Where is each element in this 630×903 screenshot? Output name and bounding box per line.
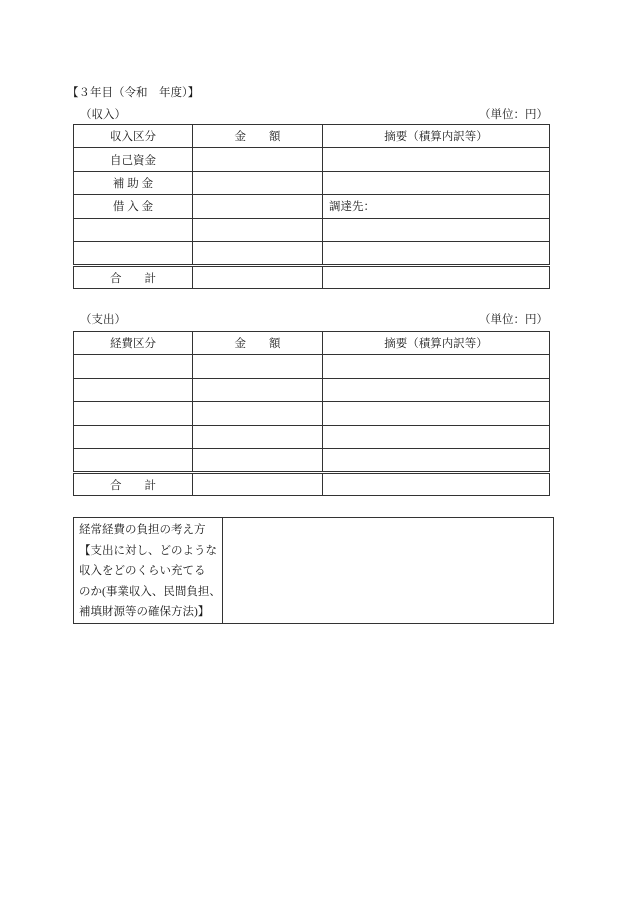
income-category-cell: 自己資金 xyxy=(74,148,193,171)
expense-category-cell xyxy=(74,425,193,448)
summary-cell xyxy=(323,425,550,448)
expense-table xyxy=(73,331,550,496)
summary-cell xyxy=(323,148,550,171)
column-header-amount: 金 額 xyxy=(193,125,323,148)
amount-cell xyxy=(193,378,323,401)
summary-cell xyxy=(323,448,550,472)
summary-cell xyxy=(323,218,550,241)
summary-cell xyxy=(323,402,550,425)
expense-category-cell xyxy=(74,355,193,378)
column-header-amount: 金 額 xyxy=(193,332,323,355)
burden-question-cell xyxy=(74,518,223,624)
table-row xyxy=(74,218,550,241)
total-row xyxy=(74,266,550,289)
amount-cell xyxy=(193,148,323,171)
income-category-cell xyxy=(74,241,193,265)
page-title: 【３年目（令和 年度）】 xyxy=(67,87,200,99)
income-category-cell: 借 入 金 xyxy=(74,195,193,218)
expense-section-label: （支出） xyxy=(80,314,126,326)
expense-category-cell xyxy=(74,402,193,425)
total-label: 合 計 xyxy=(74,266,193,289)
summary-cell xyxy=(323,171,550,194)
income-category-cell xyxy=(74,218,193,241)
table-row xyxy=(74,195,550,218)
total-amount-cell xyxy=(193,266,323,289)
amount-cell xyxy=(193,195,323,218)
table-row xyxy=(74,171,550,194)
summary-cell xyxy=(323,241,550,265)
amount-cell xyxy=(193,241,323,265)
income-section-label: （収入） xyxy=(80,109,126,121)
table-row xyxy=(74,148,550,171)
table-row xyxy=(74,518,554,624)
total-summary-cell xyxy=(323,473,550,496)
expense-category-cell xyxy=(74,378,193,401)
amount-cell xyxy=(193,218,323,241)
burden-answer-cell xyxy=(223,518,554,624)
expense-category-cell xyxy=(74,448,193,472)
burden-question-line: 【支出に対し、どのような xyxy=(79,544,217,557)
income-category-cell: 補 助 金 xyxy=(74,171,193,194)
burden-question-line: のか(事業収入、民間負担、 xyxy=(79,585,221,598)
burden-question-line: 収入をどのくらい充てる xyxy=(79,565,206,578)
table-row xyxy=(74,402,550,425)
table-row xyxy=(74,241,550,265)
burden-question-line: 補填財源等の確保方法)】 xyxy=(79,606,210,619)
amount-cell xyxy=(193,171,323,194)
table-row xyxy=(74,355,550,378)
amount-cell xyxy=(193,425,323,448)
income-unit-label: （単位：円） xyxy=(479,109,548,121)
column-header-category: 収入区分 xyxy=(74,125,193,148)
burden-question-line: 経常経費の負担の考え方 xyxy=(79,524,206,536)
total-label: 合 計 xyxy=(74,473,193,496)
table-row xyxy=(74,448,550,472)
total-amount-cell xyxy=(193,473,323,496)
operating-cost-burden-table xyxy=(73,517,554,624)
expense-unit-label: （単位：円） xyxy=(479,314,548,326)
amount-cell xyxy=(193,448,323,472)
summary-cell xyxy=(323,378,550,401)
column-header-category: 経費区分 xyxy=(74,332,193,355)
table-header-row xyxy=(74,125,550,148)
column-header-summary: 摘要（積算内訳等） xyxy=(323,332,550,355)
total-row xyxy=(74,473,550,496)
column-header-summary: 摘要（積算内訳等） xyxy=(323,125,550,148)
summary-cell xyxy=(323,355,550,378)
table-row xyxy=(74,425,550,448)
table-row xyxy=(74,378,550,401)
summary-cell: 調達先： xyxy=(323,195,550,218)
amount-cell xyxy=(193,355,323,378)
amount-cell xyxy=(193,402,323,425)
income-table xyxy=(73,124,550,289)
table-header-row xyxy=(74,332,550,355)
total-summary-cell xyxy=(323,266,550,289)
